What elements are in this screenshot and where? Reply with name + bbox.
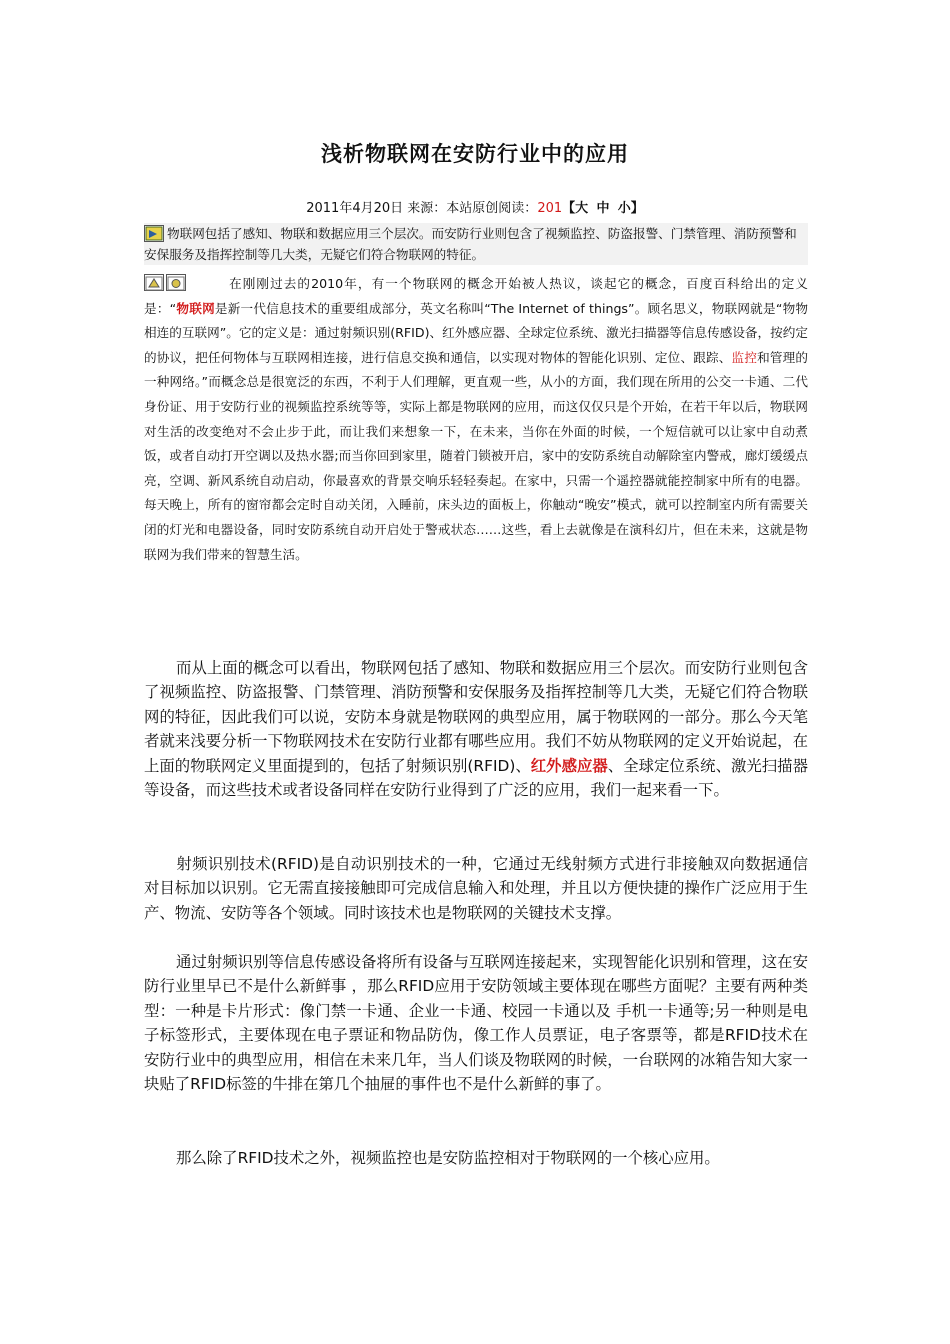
keyword-link-infrared[interactable]: 红外感应器 [530, 756, 608, 775]
article-title: 浅析物联网在安防行业中的应用 [321, 142, 629, 166]
paragraph-3 [144, 950, 808, 1096]
paragraph-1 [144, 656, 808, 802]
decor-icon-2 [166, 274, 186, 291]
bracket-open: 【 [562, 201, 576, 216]
read-label: 阅读： [498, 201, 538, 216]
paragraph-4 [144, 1146, 808, 1170]
intro-paragraph [144, 272, 808, 567]
paragraph-2 [144, 852, 808, 925]
intro-text-3: 和管理的一种网络。”而概念总是很宽泛的东西，不利于人们理解，更直观一些，从小的方面，我们现在所用的公交一卡通、二代身份证、用于安防行业的视频监控系统等等，实际上都是物联网的应用，而这仅仅只是个开始，在若干年以后，物联网对生活的改变绝对不会止步于此，而让我们来想象一下，在未来，当你在外面的时候，一个短信就可以让家中自动煮饭，或者自动打开空调以及热水器;而当你回到家里，随着门锁被开启，家中的安防系统自动解除室内警戒，廊灯缓缓点亮，空调、新风系统自动启动，你最喜欢的背景交响乐轻轻奏起。在家中，只需一个遥控器就能控制家中所有的电器。每天晚上，所有的窗帘都会定时自动关闭，入睡前，床头边的面板上，你触动“晚安”模式，就可以控制室内所有需要关闭的灯光和电器设备，同时安防系统自动开启处于警戒状态……这些，看上去就像是在演科幻片，但在未来，这就是物联网为我们带来的智慧生活。 [144, 349, 809, 562]
article-source: 来源：本站原创 [407, 201, 499, 216]
paragraph-1-text-b: 、全球定位系统、激光扫描器等设备，而这些技术或者设备同样在安防行业得到了广泛的应用，我们一起来看一下。 [144, 756, 808, 800]
paragraph-2-text: 射频识别技术(RFID)是自动识别技术的一种，它通过无线射频方式进行非接触双向数据通信对目标加以识别。它无需直接接触即可完成信息输入和处理，并且以方便快捷的操作广泛应用于生产、物流、安防等各个领域。同时该技术也是物联网的关键技术支撑。 [144, 855, 808, 922]
paragraph-1-text-a: 而从上面的概念可以看出，物联网包括了感知、物联和数据应用三个层次。而安防行业则包含了视频监控、防盗报警、门禁管理、消防预警和安保服务及指挥控制等几大类，无疑它们符合物联网的特征，因此我们可以说，安防本身就是物联网的典型应用，属于物联网的一部分。那么今天笔者就来浅要分析一下物联网技术在安防行业都有哪些应用。我们不妨从物联网的定义开始说起，在上面的物联网定义里面提到的，包括了射频识别(RFID)、 [144, 659, 808, 775]
font-size-small-link[interactable]: 小 [617, 201, 631, 216]
paragraph-4-text: 那么除了RFID技术之外，视频监控也是安防监控相对于物联网的一个核心应用。 [176, 1149, 720, 1167]
article-meta [0, 200, 950, 218]
decor-icon-1 [144, 274, 164, 291]
font-size-switcher [562, 201, 644, 216]
paragraph-3-text: 通过射频识别等信息传感设备将所有设备与互联网连接起来，实现智能化识别和管理，这在安防行业里早已不是什么新鲜事 ，那么RFID应用于安防领域主要体现在哪些方面呢？主要有两种类型：一种是卡片形式：像门禁一卡通、企业一卡通、校园一卡通以及 手机一卡通等;另一种则是电子标签形式，主要体现在电子票证和物品防伪，像工作人员票证，电子客票等，都是RFID技术在安防行业中的典型应用，相信在未来几年，当人们谈及物联网的时候，一台联网的冰箱告知大家一块贴了RFID标签的牛排在第几个抽屉的事件也不是什么新鲜的事了。 [144, 953, 808, 1094]
summary-icon [144, 225, 164, 242]
font-size-medium-link[interactable]: 中 [596, 201, 610, 216]
intro-text-2: 是新一代信息技术的重要组成部分，英文名称叫“The Internet of things”。顾名思义，物联网就是“物物相连的互联网”。它的定义是：通过射频识别(RFID)、红外感应器、全球定位系统、激光扫描器等信息传感设备，按约定的协议，把任何物体与互联网相连接，进行信息交换和通信，以实现对物体的智能化识别、定位、跟踪、 [144, 300, 809, 365]
bracket-close: 】 [630, 201, 644, 216]
keyword-link-iot[interactable]: 物联网 [176, 300, 215, 316]
article-summary [144, 223, 808, 265]
keyword-link-monitoring[interactable]: 监控 [731, 349, 758, 365]
publish-date: 2011年4月20日 [306, 201, 404, 216]
font-size-large-link[interactable]: 大 [575, 201, 589, 216]
summary-text: 物联网包括了感知、物联和数据应用三个层次。而安防行业则包含了视频监控、防盗报警、门禁管理、消防预警和安保服务及指挥控制等几大类，无疑它们符合物联网的特征。 [144, 226, 797, 262]
intro-text-1: 在刚刚过去的2010年，有一个物联网的概念开始被人热议，谈起它的概念，百度百科给出的定义是：“ [144, 276, 808, 316]
read-count: 201 [537, 201, 563, 216]
